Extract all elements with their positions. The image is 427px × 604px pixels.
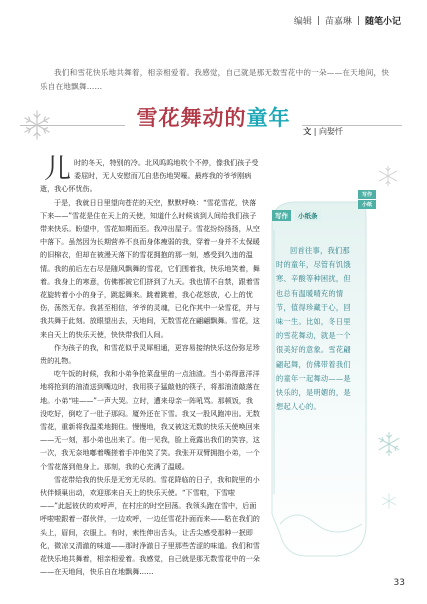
article-title [0,102,427,132]
byline [303,126,343,137]
intro-quote: 我们和雪花快乐地共舞着，相亲相爱着。我感觉，自己就是那无数雪花中的一朵——在天地间，快乐自在地飘舞…… [40,68,390,91]
paragraph: 于是，我就日日里望向苍茫的天空，默默呼唤：“雪花雪花，快落下来——”雪花是住在天上的天使，知道什么时候该到人间给我们孩子带来快乐。盼望中，雪花如期而至。我冲出屋子。雪花纷纷扬扬，从空中落下。虽然因为长期营养不良而身体瘦弱的我，穿着一身并不太保暖的旧棉衣，但却在被漫天落下的雪花拥抱的那一刻，感受到久违的温情。我的前后左右尽是随风飘舞的雪花，它们围着我，快乐地笑着，舞着。我身上的寒意，仿佛都被它们挤到了九天。我也情不自禁，跟着雪花旋转着小小的身子，跳起舞来。跳着跳着，我心花怒放，心上的忧伤，荡然无存。我甚至相信，爷爷的灵魂，已化作其中一朵雪花，并与我共舞于此刻。放眼望出去，天地间，无数雪花在翩翩飘舞。雪花，这来自天上的快乐天使，快快带我们人间。 [40,197,260,339]
snowflake-icon [376,164,400,188]
tag-note: 小纸条 [295,210,321,221]
byline-author: 向娶忏 [319,127,343,136]
byline-separator: | [311,127,319,136]
tag-deco-1: 写作 [358,190,376,199]
tag-deco-2: 小纸 [358,200,376,209]
dropcap: 儿 [44,154,71,185]
paragraph-text: 时的冬天，特别的冷。北风呜呜地吹个不停，像我们孩子受委屈时，无人安慰而兀自悲伤地哭嚎。最疼我的爷爷刚病逝，我心怀忧伤。 [40,158,259,194]
page-number: 33 [393,578,405,588]
title-row [0,100,427,134]
title-part2: 童年 [246,106,291,130]
article-body [40,156,260,579]
page-header [294,14,401,27]
tag-writing: 写作 [272,210,291,221]
snowflake-icon [375,430,403,458]
snowflake-icon [20,108,54,142]
editor-label: 编辑 [293,17,312,27]
tag-deco [358,190,376,218]
paragraph [40,156,260,196]
byline-label: 文 [303,127,312,136]
title-part1: 雪花舞动的 [136,106,247,130]
sidebar-note: 回首往事，我们那时的童年，尽管有饥饿寒、辛酸等种困扰，但也总有温暖晴充的情节，值得珍藏于心，回味一生。比如，冬日里的雪花舞动，就是一个很美好的意象。雪花翩翩起舞，仿佛带着我们的童年一起舞动——是快乐的，是明媚的，是想起人心的。 [276,246,351,412]
column-name: 随笔小记 [364,17,401,27]
editor-name: 苗嘉琳 [324,17,352,27]
separator-icon: | [356,15,360,26]
paragraph: 吃午饭的时候，我和小弟争抢菜盘里的一点油渣。当小弟得意洋洋地将抢到的油渣送到嘴边时，我用筷子猛敲他的筷子，将那油渣敲落在地。小弟“哇——”一声大哭。立时，遭来母亲一阵吼骂。那顿饭，我没吃好，倒吃了一肚子那闷。厦外还在下雪。我又一股风跑冲出。无数雪花，重新将我温柔地拥住。慢慢地，我又被这无数的快乐天使唤回来——无一刻，那小弟也出来了。他一见我，脸上竟露出我们的笑容，这一次，我无奈地嘟着嘴搓着手冲他笑了笑。我张开双臂拥抱小弟，一个个雪花落到他身上。那刻，我的心充满了温暖。 [40,369,260,471]
separator-icon: | [316,15,320,26]
paragraph: 雪花带给我的快乐是无穷无尽的。雪花降临的日子，我和院里的小伙伴倾巢出动，欢迎那来自天上的快乐天使。“下雪啦，下雪啦——”此起彼伏的欢呼声，在村庄的时空回荡。我领头跑在雪中，后面呼啦啦跟着一群伙伴，一边欢呼，一边任雪花扑面而来——粘在我们的头上，眉间，衣服上。有时，索性伸出舌头，让舌尖感受那种一抿即化，微凉又清澈的味道——那时净澈日子里那些苦涩的味道。我们和雪花快乐地共舞着，相亲相爱着。我感觉，自己就是那无数雪花中的一朵——在天地间，快乐自在地飘舞…… [40,474,260,577]
snowflake-icon [380,492,398,510]
paragraph: 作为孩子的我，和雪花似乎灵犀相通，更容易接纳快乐这份弥足珍贵的礼物。 [40,342,260,366]
